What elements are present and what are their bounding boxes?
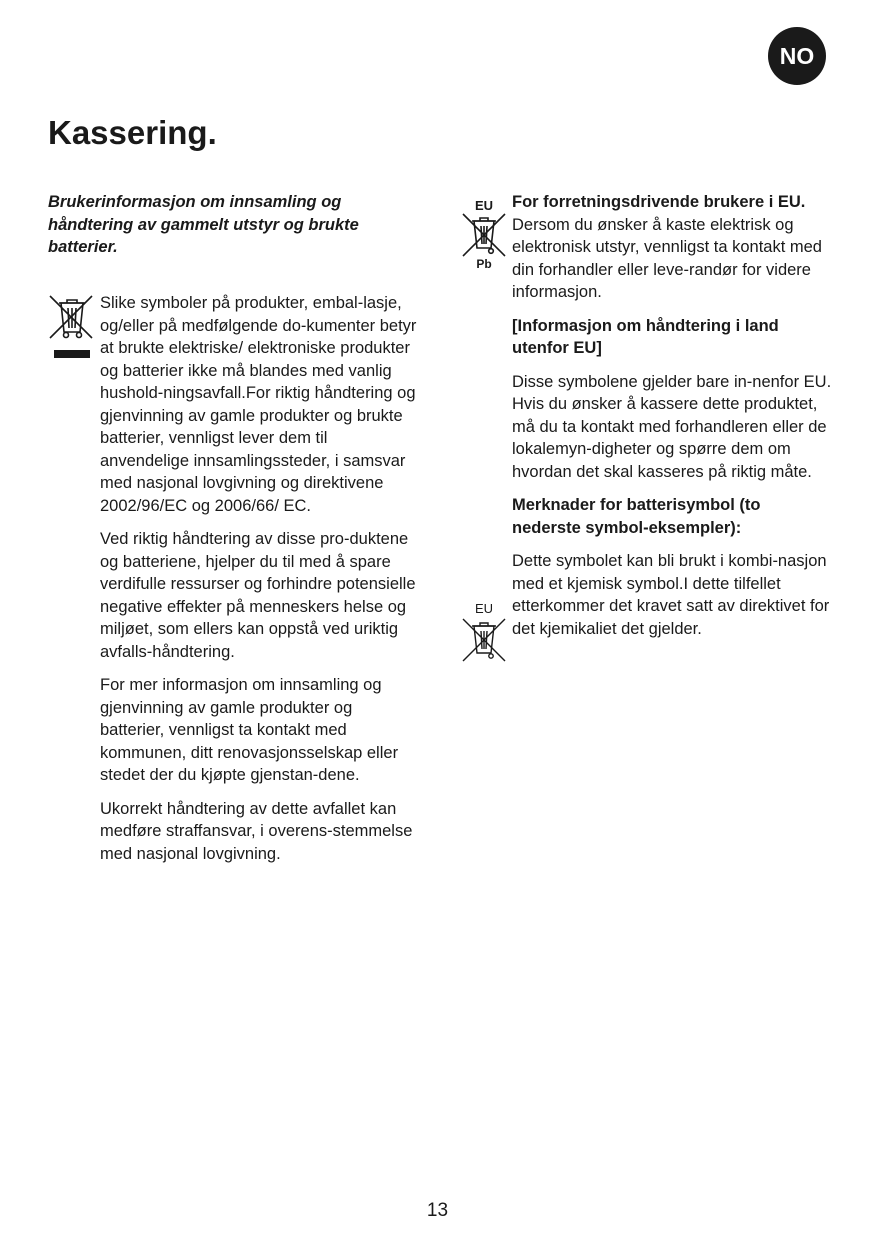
- eu-label: EU: [474, 198, 494, 213]
- business-text: Dersom du ønsker å kaste elektrisk og elektronisk utstyr, vennligst ta kontakt med din forhandler eller leve-randør for videre informasjon.: [512, 215, 822, 301]
- paragraph: Ved riktig håndtering av disse pro-duktene og batteriene, hjelper du til med å spare verdifulle ressurser og forhindre potensielle negative effekter på menneskers helse og miljøet, som ellers kan oppstå ved uriktig avfalls-håndtering.: [100, 530, 416, 661]
- crossed-bin-bar-icon: [48, 294, 96, 360]
- eu-label: EU: [474, 601, 494, 616]
- eu-pb-bin-icon: [460, 196, 508, 270]
- paragraph: Ukorrekt håndtering av dette avfallet kan medføre straffansvar, i overens-stemmelse med nasjonal lovgivning.: [100, 799, 413, 863]
- paragraph: Slike symboler på produkter, embal-lasje, og/eller på medfølgende do-kumenter betyr at brukte elektriske/ elektroniske produkter og batterier ikke må blandes med vanlig hushold-ningsavfall.For riktig håndtering og gjenvinning av gamle produkter og brukte batterier, vennligst lever dem til anvendelige innsamlingssteder, i samsvar med nasjonal lovgivning og direktivene 2002/96/EC og 2006/66/ EC.: [100, 294, 417, 515]
- outside-eu-text: Disse symbolene gjelder bare in-nenfor EU. Hvis du ønsker å kassere dette produktet, må du ta kontakt med forhandleren eller de lokalemyn-digheter og spørre dem om hvordan det skal kasseres på riktig måte.: [512, 372, 832, 481]
- pb-label: Pb: [476, 257, 492, 270]
- battery-text: Dette symbolet kan bli brukt i kombi-nasjon med et kjemisk symbol.I dette tilfellet etterkommer det kravet satt av direktivet for det kjemikaliet det gjelder.: [512, 552, 830, 638]
- language-badge: NO: [768, 27, 826, 85]
- page-title: Kassering.: [48, 114, 217, 151]
- eu-bin-icon: [460, 599, 508, 665]
- business-heading: For forretningsdrivende brukere i EU.: [512, 193, 806, 211]
- left-column: [100, 292, 420, 876]
- page-number: 13: [426, 1200, 449, 1221]
- right-column: [512, 191, 832, 651]
- outside-eu-heading: [Informasjon om håndtering i land utenfor EU]: [512, 316, 779, 357]
- battery-heading: Merknader for batterisymbol (to nederste symbol-eksempler):: [512, 496, 761, 537]
- intro-heading: Brukerinformasjon om innsamling og håndtering av gammelt utstyr og brukte batterier.: [48, 193, 359, 256]
- paragraph: For mer informasjon om innsamling og gjenvinning av gamle produkter og batterier, vennligst ta kontakt med kommunen, ditt renovasjonsselskap eller stedet der du kjøpte gjenstan-dene.: [100, 676, 399, 784]
